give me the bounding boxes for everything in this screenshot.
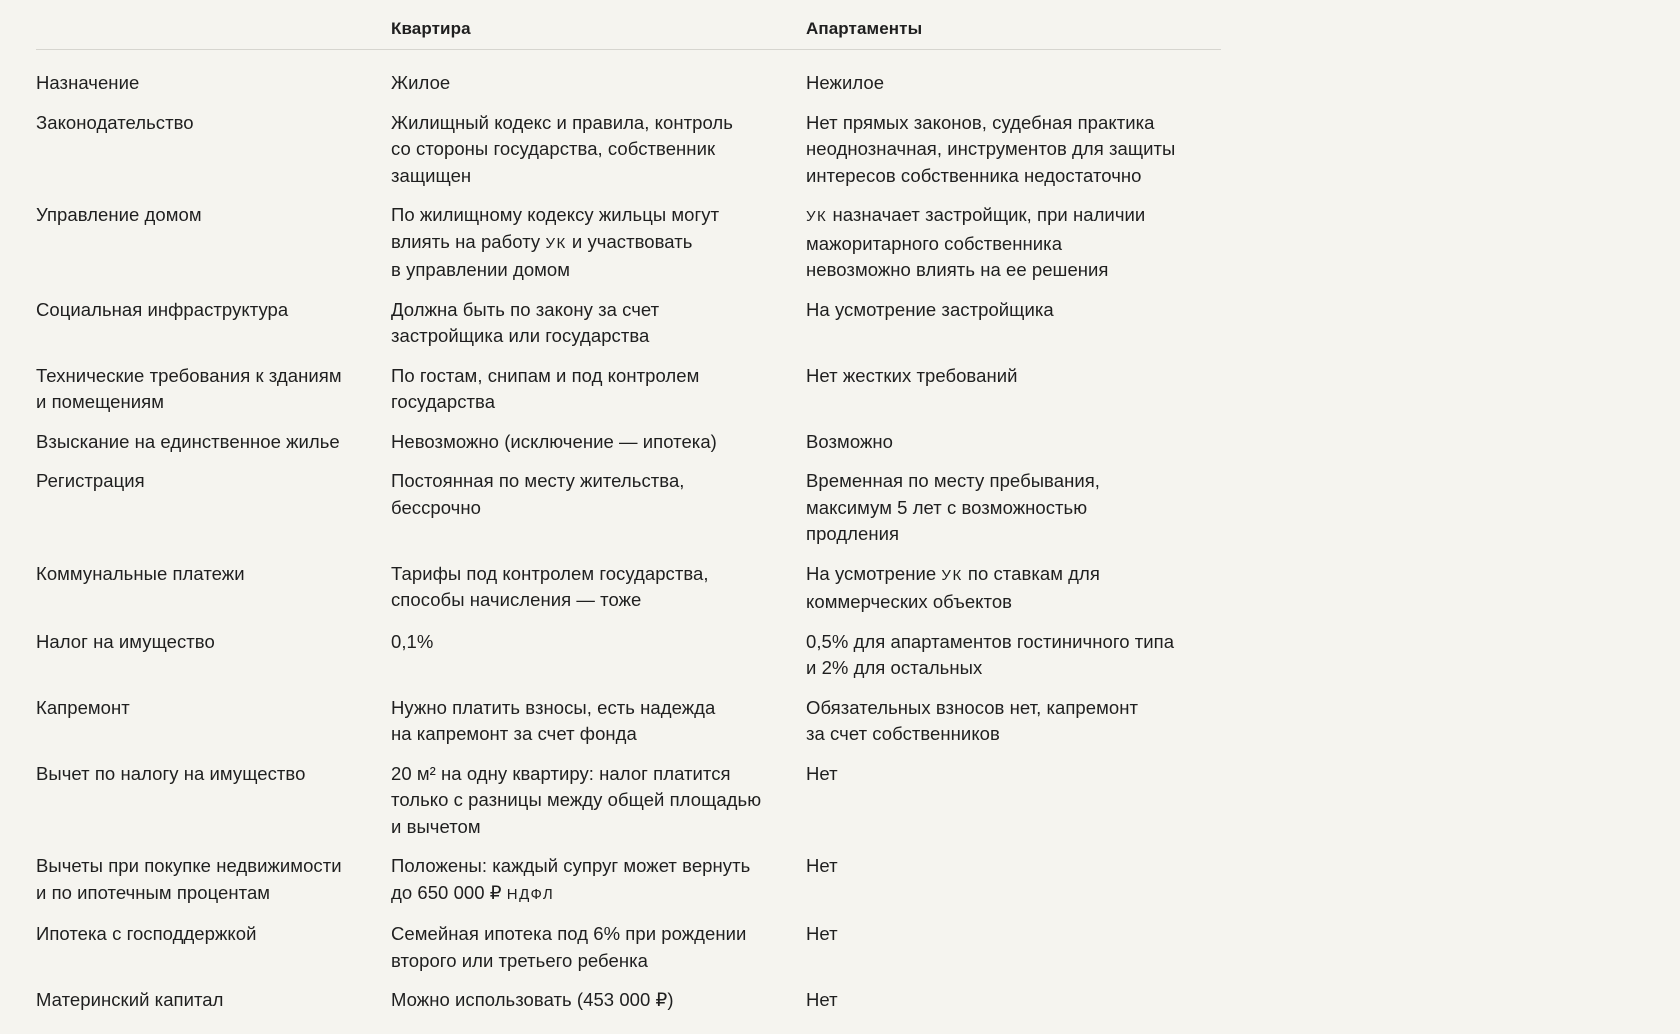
table-row [36, 50, 1221, 110]
row-label: Законодательство [36, 111, 194, 133]
table-body [36, 50, 1221, 1027]
row-label: Ипотека с господдержкой [36, 923, 257, 944]
flat-cell: Невозможно (исключение — ипотека) [391, 430, 717, 452]
apart-cell: УК назначает застройщик, при наличии мажоритарного собственника невозможно влиять на ее решения [806, 204, 1146, 280]
table-row [36, 695, 1221, 761]
table-row [36, 297, 1221, 363]
header-row [36, 0, 1221, 50]
header-flat: Квартира [391, 0, 806, 50]
row-label: Материнский капитал [36, 989, 224, 1010]
flat-cell: По жилищному кодексу жильцы могут влиять на работу УК и участвовать в управлении домом [391, 204, 720, 280]
row-label: Социальная инфраструктура [36, 298, 289, 320]
apart-cell: На усмотрение УК по ставкам для коммерческих объектов [806, 562, 1100, 612]
header-empty [36, 0, 391, 50]
flat-cell: 20 м² на одну квартиру: налог платится только с разницы между общей площадью и вычетом [391, 762, 762, 837]
flat-cell: Семейная ипотека под 6% при рождении второго или третьего ребенка [391, 923, 747, 971]
flat-cell: Жилое [391, 72, 451, 93]
apart-cell: Нет [806, 923, 838, 944]
table-row [36, 987, 1221, 1027]
comparison-table-container [36, 0, 1221, 1027]
table-row [36, 363, 1221, 429]
flat-cell: Жилищный кодекс и правила, контроль со стороны государства, собственник защищен [391, 111, 733, 186]
row-label: Технические требования к зданиям и помещениям [36, 364, 342, 412]
table-row [36, 202, 1221, 297]
apart-cell: Нет [806, 989, 838, 1010]
table-row [36, 629, 1221, 695]
row-label: Управление домом [36, 204, 202, 225]
apart-cell: Возможно [806, 430, 893, 452]
table-row [36, 561, 1221, 629]
row-label: Регистрация [36, 470, 145, 491]
flat-cell: Должна быть по закону за счет застройщика или государства [391, 298, 660, 346]
flat-cell: 0,1% [391, 630, 434, 652]
row-label: Коммунальные платежи [36, 562, 245, 584]
flat-cell: Нужно платить взносы, есть надежда на капремонт за счет фонда [391, 696, 716, 744]
flat-cell: Тарифы под контролем государства, способы начисления — тоже [391, 562, 709, 610]
table-row [36, 761, 1221, 854]
table-row [36, 429, 1221, 469]
flat-cell: Постоянная по месту жительства, бессрочно [391, 470, 685, 518]
apart-cell: На усмотрение застройщика [806, 298, 1054, 320]
flat-cell: По гостам, снипам и под контролем государства [391, 364, 700, 412]
table-row [36, 468, 1221, 561]
row-label: Вычеты при покупке недвижимости и по ипотечным процентам [36, 855, 342, 903]
header-apartments: Апартаменты [806, 0, 1221, 50]
table-header [36, 0, 1221, 50]
apart-cell: Нет жестких требований [806, 364, 1018, 386]
apart-cell: Нежилое [806, 72, 885, 93]
row-label: Капремонт [36, 696, 130, 718]
row-label: Налог на имущество [36, 630, 215, 652]
apart-cell: 0,5% для апартаментов гостиничного типа и 2% для остальных [806, 630, 1175, 678]
apart-cell: Обязательных взносов нет, капремонт за счет собственников [806, 696, 1138, 744]
apart-cell: Нет [806, 762, 838, 784]
flat-cell: Положены: каждый супруг может вернуть до 650 000 ₽ НДФЛ [391, 855, 751, 903]
flat-cell: Можно использовать (453 000 ₽) [391, 989, 674, 1010]
row-label: Назначение [36, 72, 140, 93]
comparison-table [36, 0, 1221, 1027]
apart-cell: Нет [806, 855, 838, 876]
apart-cell: Временная по месту пребывания, максимум 5 лет с возможностью продления [806, 470, 1100, 544]
apart-cell: Нет прямых законов, судебная практика неоднозначная, инструментов для защиты интересов собственника недостаточно [806, 111, 1176, 186]
table-row [36, 853, 1221, 921]
table-row [36, 110, 1221, 203]
row-label: Вычет по налогу на имущество [36, 762, 306, 784]
row-label: Взыскание на единственное жилье [36, 430, 340, 452]
table-row [36, 921, 1221, 987]
